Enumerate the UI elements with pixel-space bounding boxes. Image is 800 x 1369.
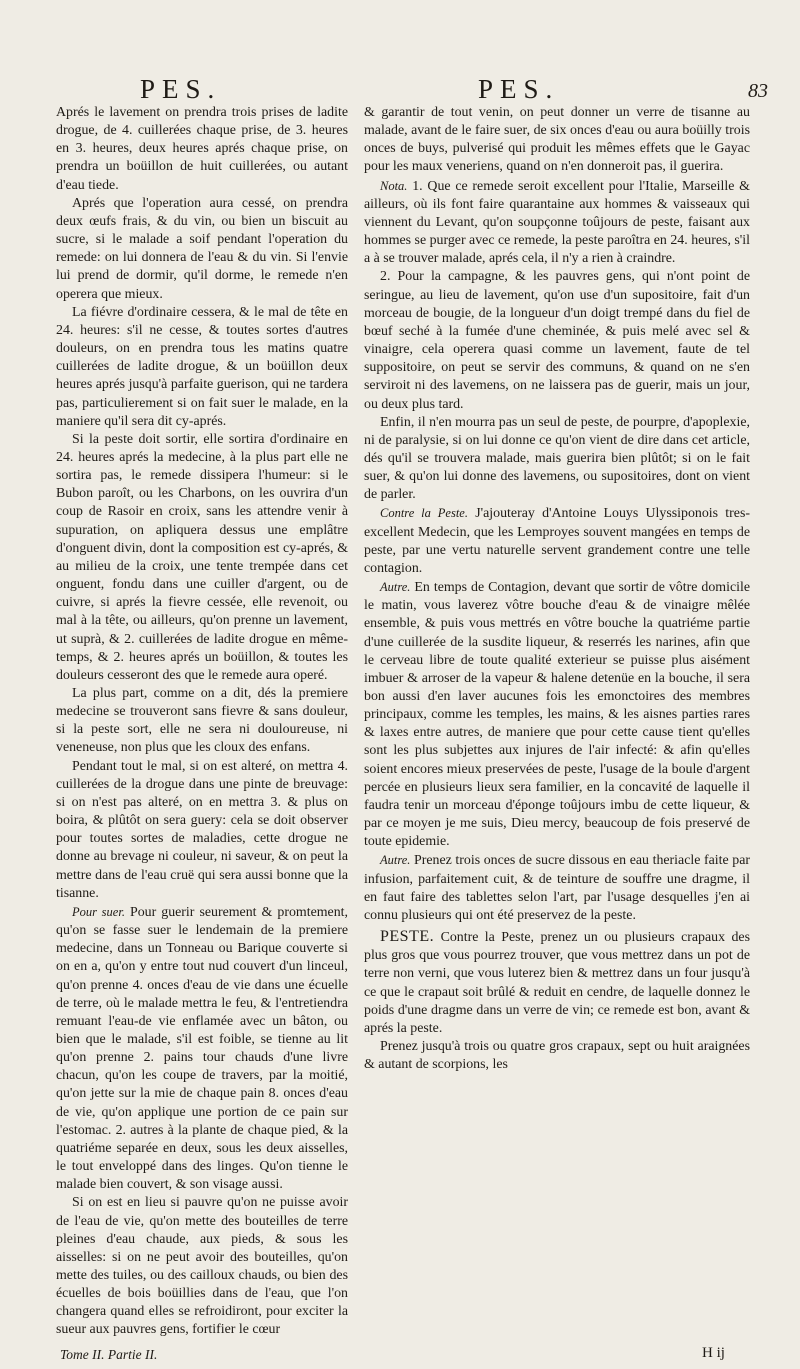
paragraph: Pendant tout le mal, si on est alteré, on mettra 4. cuillerées de la drogue dans une pinte de breuvage: si on n'est pas alteré, on en mettra 3. & plus on boira, & plûtôt on sera guery: cela se doit observer pour toutes sortes de maladies, cette drogue ne donne au brevage ni couleur, ni saveur, & on peut la mettre dans de l'eau cruë qui sera aussi bonne que la tisanne. <box>56 758 348 901</box>
paragraph: Aprés le lavement on prendra trois prises de ladite drogue, de 4. cuillerées chaque prise, de 3. heures en 3. heures, deux heures aprés chaque prise, on prendra un boüillon de huit cuillerées, ou autant d'eau tiede. <box>56 105 348 193</box>
paragraph: Aprés que l'operation aura cessé, on prendra deux œufs frais, & du vin, ou bien un biscuit au sucre, si le malade a soif pendant l'operation du remede: on lui donnera de l'eau & du vin. Si l'envie lui prend de dormir, qu'il dorme, le remede n'en operera que mieux. <box>56 195 348 302</box>
paragraph: Si la peste doit sortir, elle sortira d'ordinaire en 24. heures aprés la medecine, à la plus part elle ne sortira pas, le remede dissipera l'humeur: si le Bubon paroît, ou les Charbons, on les ouvrira d'un coup de Rasoir en croix, sans les attendre venir à supuration, on apliquera dessus une emplâtre d'onguent divin, dont la composition est cy-aprés, & au milieu de la croix, une tente trempée dans cet onguent, fondu dans une cuiller d'argent, ou de cuivre, si aprés la fievre cessée, elle revenoit, ou mal à la tête, ou ailleurs, qu'on prenne un lavement, ut suprà, & 2. cuillerées de ladite drogue en même-temps, & 2. heures aprés un boüillon, & toutes les douleurs cesseront des que le remede aura operé. <box>56 431 348 683</box>
paragraph-contre-la-peste <box>364 504 750 578</box>
paragraph: & garantir de tout venin, on peut donner un verre de tisanne au malade, avant de le faire suer, de six onces d'eau ou aura boüilly trois onces de buys, pulverisé qui produit les mêmes effets que le Gayac pour les maux veneriens, quand on n'en donneroit pas, il guerira. <box>364 105 750 175</box>
paragraph: Prenez jusqu'à trois ou quatre gros crapaux, sept ou huit araignées & autant de scorpions, les <box>364 1038 750 1073</box>
paragraph-peste <box>364 928 750 1038</box>
paragraph-autre <box>364 578 750 851</box>
paragraph: 2. Pour la campagne, & les pauvres gens, qui n'ont point de seringue, au lieu de lavement, qu'on use d'un supositoire, fait d'un morceau de bougie, de la longueur d'un doigt trempé dans du fiel de bœuf seché à la fumée d'une cheminée, & puis melé avec sel & vinaigre, cela operera quasi comme un lavement, faute de tel suppositoire, on peut se servir des communs, & quand on ne s'en serviroit ni des lavemens, on ne laissera pas de guerir, mais un jour, ou deux plus tard. <box>364 269 750 412</box>
paragraph: La fiévre d'ordinaire cessera, & le mal de tête en 24. heures: s'il ne cesse, & toutes sortes d'autres douleurs, on en prendra tous les matins quatre cuillerées de ladite drogue, & un boüillon deux heures aprés jusqu'à parfaite guerison, qui ne tardera pas, particulierement si on fait suer le malade, en la maniere qu'il sera dit cy-aprés. <box>56 304 348 429</box>
running-head-left: PES. <box>140 74 222 104</box>
page-number: 83 <box>748 80 768 102</box>
paragraph-text: Contre la Peste, prenez un ou plusieurs crapaux des plus gros que vous pourrez trouver, que vous mettrez dans un pot de terre non verni, que vous luterez bien & mettrez dans un four jusqu'à ce que le crapaut soit brûlé & reduit en cendre, de laquelle donnez le poids d'une dragme dans un verre de vin; ce remede est bon, avant & aprés la peste. <box>364 930 750 1036</box>
section-heading: PESTE. <box>380 928 435 946</box>
paragraph: La plus part, comme on a dit, dés la premiere medecine se trouveront sans fievre & sans douleur, si la peste sort, elle ne sera ni douloureuse, ni veneneuse, non plus que les cloux des enfans. <box>56 686 348 756</box>
section-heading: Pour suer. <box>72 904 125 919</box>
section-heading: Autre. <box>380 580 411 595</box>
paragraph-pour-suer <box>56 903 348 1195</box>
left-column <box>56 104 348 1340</box>
paragraph-text: Pour guerir seurement & promtement, qu'on se fasse suer le lendemain de la premiere medecine, dans un Tonneau ou Barique couverte si on en a, qu'on y entre tout nud couvert d'un linceul, qu'on prenne 4. onces d'eau de vie dans une écuelle de terre, où le malade mettra le feu, & l'entretiendra remuant l'eau-de vie enflamée avec un bâton, ou bien que le malade, s'il est foible, se tienne au lit qu'on prenne 2. pains tour chauds d'une livre chacun, qu'on les coupe de travers, par la moitié, qu'on jette sur la mie de chaque pain 8. onces d'eau de vie, qu'on applique une portion de ce pain sur l'estomac. 2. autres à la plante de chaque pied, & la quatriéme separée en deux, sous les deux aisselles, le tout enveloppé dans des linges. Qu'on tienne le malade bien couvert, & son visage aussi. <box>56 904 348 1193</box>
paragraph-autre <box>364 851 750 925</box>
paragraph-text: J'ajouteray d'Antoine Louys Ulyssiponois tres-excellent Medecin, que les Lemproyes souvent mangées en temps de peste, par une vertu naturelle servent grandement contre une telle contagion. <box>364 506 750 576</box>
section-heading: Contre la Peste. <box>380 506 468 521</box>
paragraph-text: 1. Que ce remede seroit excellent pour l'Italie, Marseille & ailleurs, où ils font faire quarantaine aux hommes & vaisseaux qui viennent du Levant, qu'on soupçonne toûjours de peste, faisant aux hommes se purger avec ce remede, la peste paroîtra en 24. heures, s'il a à se trouver malade, aprés cela, il n'y a rien à craindre. <box>364 178 751 267</box>
paragraph: Si on est en lieu si pauvre qu'on ne puisse avoir de l'eau de vie, qu'on mette des bouteilles de terre pleines d'eau chaude, aux pieds, & sous les aisselles: si on ne peut avoir des bouteilles, qu'on mette des tuiles, ou des cailloux chauds, ou bien des écuelles de bois boüillies dans de l'eau, que l'on changera quand elles se refroidiront, pour exciter la sueur aux pauvres gens, fortifier le cœur <box>56 1195 348 1338</box>
section-heading: Autre. <box>380 853 411 868</box>
volume-signature: Tome II. Partie II. <box>60 1347 158 1362</box>
section-heading: Nota. <box>380 178 408 193</box>
paragraph-nota <box>364 177 750 269</box>
gathering-signature: H ij <box>702 1345 725 1361</box>
paragraph-text: Prenez trois onces de sucre dissous en eau theriacle faite par infusion, parfaitement cuit, & de teinture de souffre une dragme, il en faut faire des tablettes selon l'art, par l'usage desquelles j'en ai connu plusieurs qui ont été preservez de la peste. <box>364 853 750 923</box>
paragraph: Enfin, il n'en mourra pas un seul de peste, de pourpre, d'apoplexie, ni de paralysie, si on lui donne ce qu'on vient de dire dans cet article, dés qu'il se trouvera malade, mais guerira bien plûtôt; si on le fait suer, & qu'on lui donne des lavemens, ou supositoires, dont on vient de parler. <box>364 414 750 503</box>
running-head-right: PES. <box>478 74 560 104</box>
right-column <box>364 104 750 1074</box>
paragraph-text: En temps de Contagion, devant que sortir de vôtre domicile le matin, vous laverez vôtre bouche d'eau & de vinaigre mêlée ensemble, & puis vous mettrés en vôtre bouche la quatriéme partie d'une cuillerée de la susdite liqueur, & reserrés les narines, afin que le cerveau libre de toute qualité exterieur se puisse plus aisément imbuer & arroser de la vapeur & halene detenüe en la bouche, il sera bon aussi d'en laver aucunes fois les emonctoires des membres principaux, comme les temples, les mains, & les aisnes parties rares & laxes entre autres, de maniere que pour cette cause tient qu'elles sont les plus subjettes aux injures de l'air infecté: & afin qu'elles soient encores mieux preservées de peste, l'usage de la boule d'argent percée en plusieurs lieux sera familier, en la concavité de laquelle il faudra tenir un morceau d'éponge toûjours imbu de cette liqueur, & par ce moyen je me suis, Dieu mercy, beaucoup de fois preservé de toute epidemie. <box>364 580 750 850</box>
